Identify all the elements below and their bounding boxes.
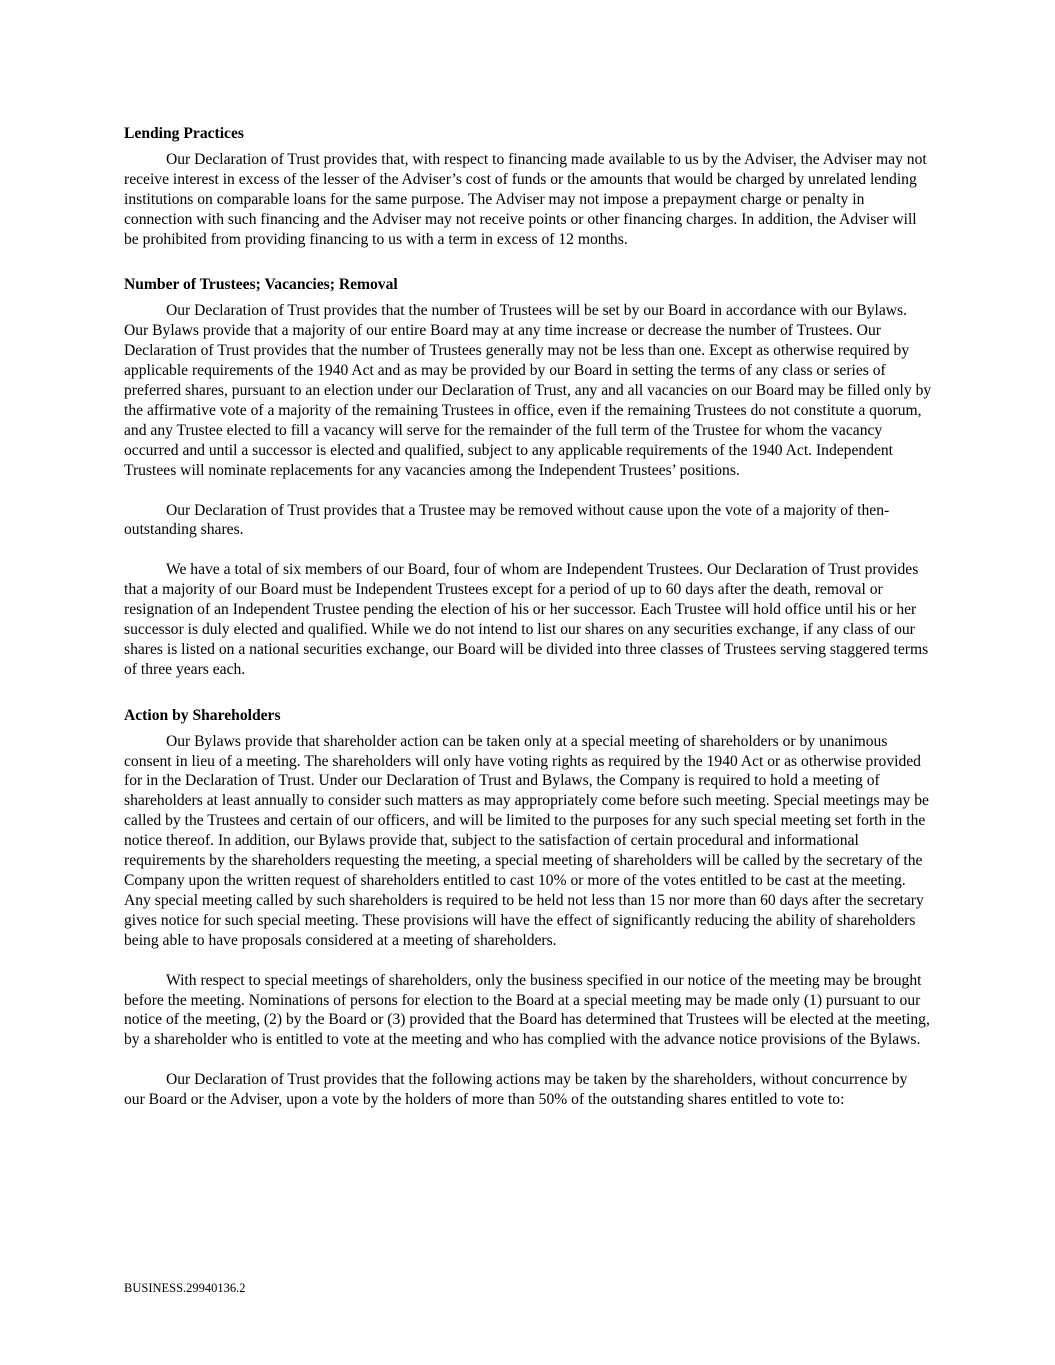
section-heading: Lending Practices	[124, 125, 244, 142]
paragraph: With respect to special meetings of shareholders, only the business specified in our notice of the meeting may be brought before the meeting. Nominations of persons for election to the Board at a special meeting may be made only (1) pursuant to our notice of the meeting, (2) by the Board or (3) provided that the Board has determined that Trustees will be elected at the meeting, by a shareholder who is entitled to vote at the meeting and who has complied with the advance notice provisions of the Bylaws.	[124, 971, 930, 1049]
section-heading: Action by Shareholders	[124, 706, 281, 724]
paragraph: We have a total of six members of our Board, four of whom are Independent Trustees. Our Declaration of Trust provides that a majority of our Board must be Independent Trustees except for a period of up to 60 days after the death, removal or resignation of an Independent Trustee pending the election of his or her successor. Each Trustee will hold office until his or her successor is duly elected and qualified. While we do not intend to list our shares on any securities exchange, if any class of our shares is listed on a national securities exchange, our Board will be divided into three classes of Trustees serving staggered terms of three years each.	[124, 561, 929, 678]
section-lending-practices	[124, 124, 932, 249]
paragraph: Our Declaration of Trust provides that, with respect to financing made available to us by the Adviser, the Adviser may not receive interest in excess of the lesser of the Adviser’s cost of funds or the amounts that would be charged by unrelated lending institutions on comparable loans for the same purpose. The Adviser may not impose a prepayment charge or penalty in connection with such financing and the Adviser may not receive points or other financing charges. In addition, the Adviser will be prohibited from providing financing to us with a term in excess of 12 months.	[124, 150, 927, 248]
paragraph-spacer	[124, 481, 932, 501]
section-heading: Number of Trustees; Vacancies; Removal	[124, 276, 398, 294]
paragraph-spacer	[124, 1050, 932, 1070]
paragraph: Our Bylaws provide that shareholder action can be taken only at a special meeting of shareholders or by unanimous consent in lieu of a meeting. The shareholders will only have voting rights as required by the 1940 Act or as otherwise provided for in the Declaration of Trust. Under our Declaration of Trust and Bylaws, the Company is required to hold a meeting of shareholders at least annually to consider such matters as may appropriately come before such meeting. Special meetings may be called by the Trustees and certain of our officers, and will be limited to the purposes for any such special meeting set forth in the notice thereof. In addition, our Bylaws provide that, subject to the satisfaction of certain procedural and informational requirements by the shareholders requesting the meeting, a special meeting of shareholders will be called by the secretary of the Company upon the written request of shareholders entitled to cast 10% or more of the votes entitled to be cast at the meeting. Any special meeting called by such shareholders is required to be held not less than 15 nor more than 60 days after the secretary gives notice for such special meeting. These provisions will have the effect of significantly reducing the ability of shareholders being able to have proposals considered at a meeting of shareholders.	[124, 732, 929, 949]
paragraph: Our Declaration of Trust provides that the following actions may be taken by the shareholders, without concurrence by our Board or the Adviser, upon a vote by the holders of more than 50% of the outstanding shares entitled to vote to:	[124, 1071, 908, 1109]
document-footer-id: BUSINESS.29940136.2	[124, 1281, 246, 1295]
section-number-of-trustees	[124, 275, 932, 679]
paragraph: Our Declaration of Trust provides that a Trustee may be removed without cause upon the vote of a majority of then-outstanding shares.	[124, 501, 890, 539]
paragraph: Our Declaration of Trust provides that the number of Trustees will be set by our Board in accordance with our Bylaws. Our Bylaws provide that a majority of our entire Board may at any time increase or decrease the number of Trustees. Our Declaration of Trust provides that the number of Trustees generally may not be less than one. Except as otherwise required by applicable requirements of the 1940 Act and as may be provided by our Board in setting the terms of any class or series of preferred shares, pursuant to an election under our Declaration of Trust, any and all vacancies on our Board may be filled only by the affirmative vote of a majority of the remaining Trustees in office, even if the remaining Trustees do not constitute a quorum, and any Trustee elected to fill a vacancy will serve for the remainder of the full term of the Trustee for whom the vacancy occurred and until a successor is elected and qualified, subject to any applicable requirements of the 1940 Act. Independent Trustees will nominate replacements for any vacancies among the Independent Trustees’ positions.	[124, 302, 932, 479]
section-action-by-shareholders	[124, 706, 932, 1110]
paragraph-spacer	[124, 951, 932, 971]
section-spacer	[124, 249, 932, 275]
section-spacer	[124, 680, 932, 706]
document-page	[124, 124, 932, 1110]
paragraph-spacer	[124, 540, 932, 560]
